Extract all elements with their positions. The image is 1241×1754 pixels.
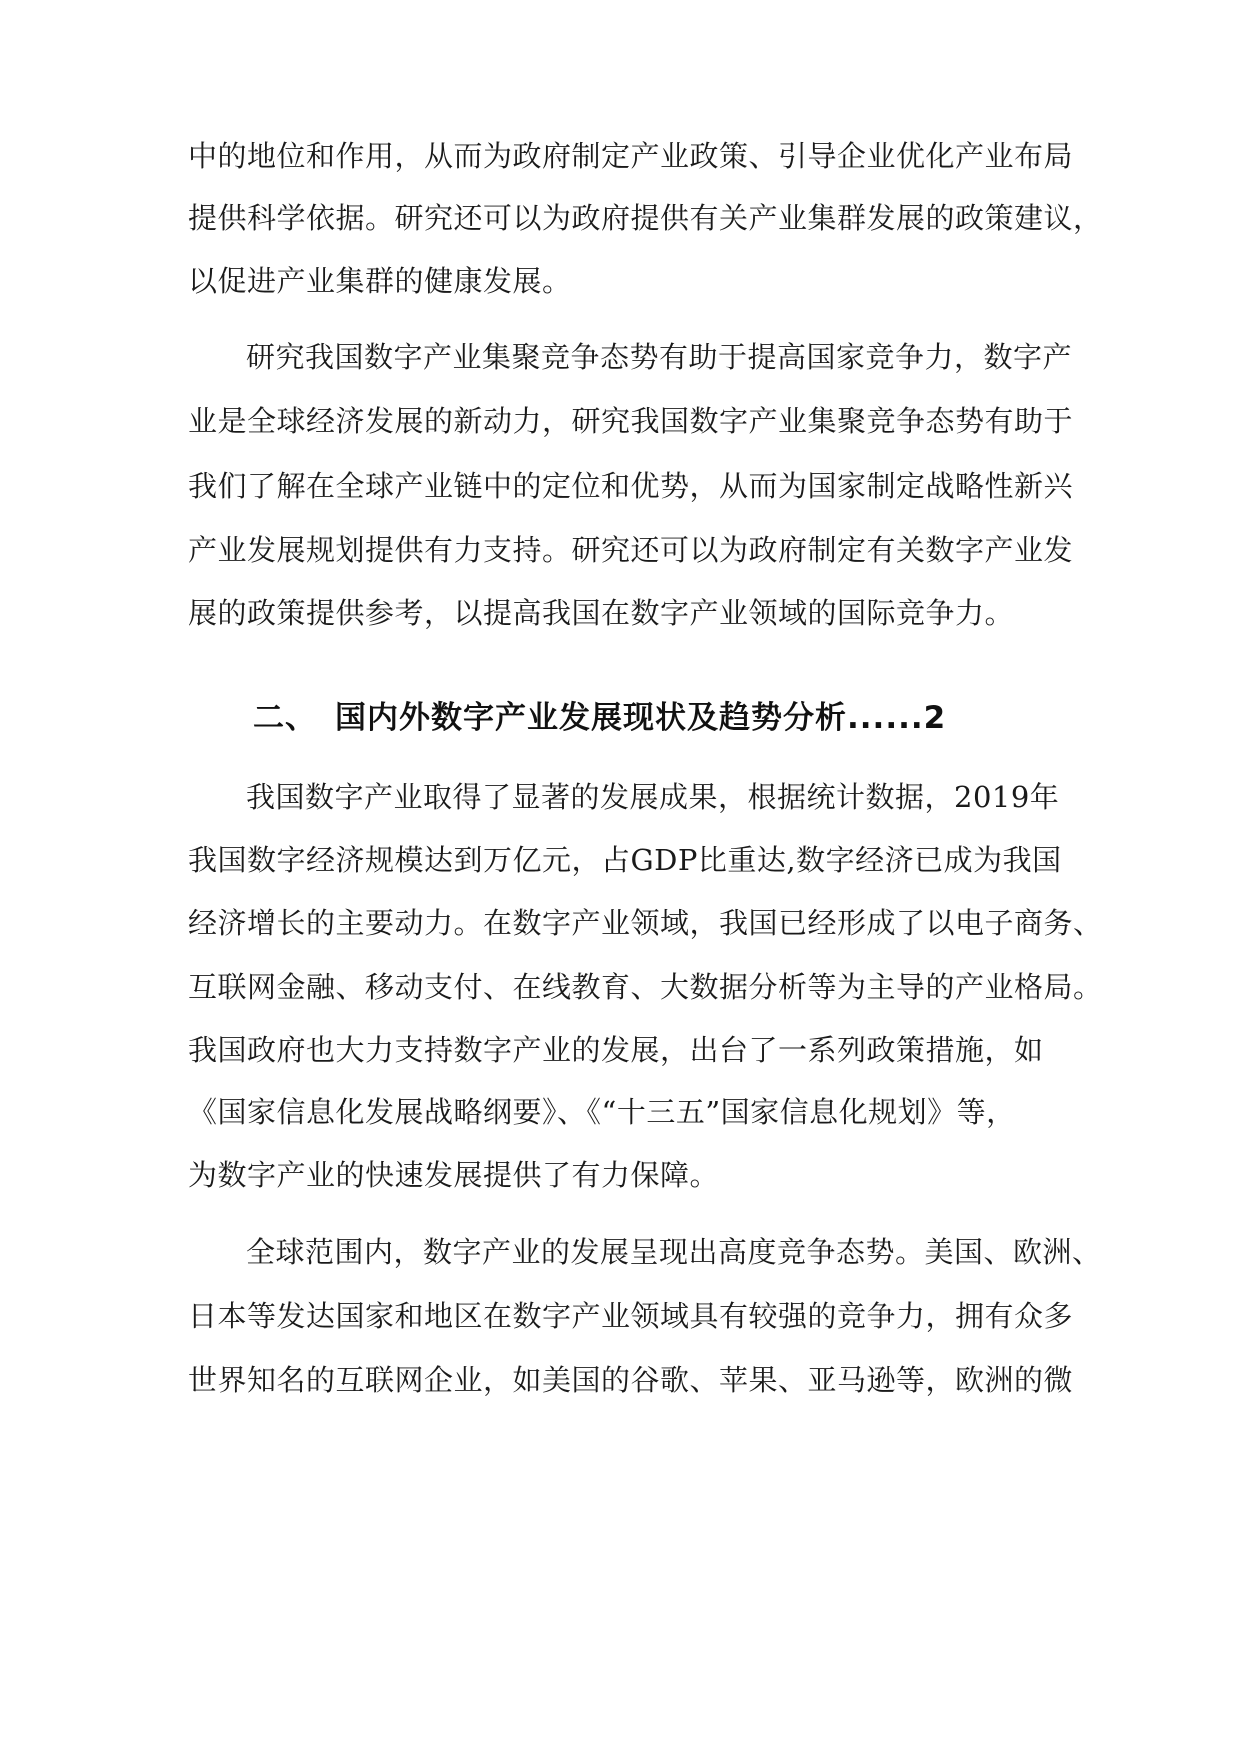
body-text-line: 我们了解在全球产业链中的定位和优势，从而为国家制定战略性新兴 bbox=[188, 469, 1074, 503]
body-text-line: 为数字产业的快速发展提供了有力保障。 bbox=[188, 1158, 720, 1192]
section-heading bbox=[253, 696, 1053, 740]
body-text-line: 互联网金融、移动支付、在线教育、大数据分析等为主导的产业格局。 bbox=[188, 970, 1103, 1004]
body-text-line: 我国数字产业取得了显著的发展成果，根据统计数据，2019年 bbox=[246, 780, 1060, 814]
body-text-line: 产业发展规划提供有力支持。研究还可以为政府制定有关数字产业发 bbox=[188, 533, 1074, 567]
section-number: 二、 bbox=[253, 700, 317, 736]
body-text-line: 全球范围内，数字产业的发展呈现出高度竞争态势。美国、欧洲、 bbox=[246, 1235, 1102, 1269]
body-text-line: 提供科学依据。研究还可以为政府提供有关产业集群发展的政策建议， bbox=[188, 201, 1103, 235]
body-text-line: 我国数字经济规模达到万亿元，占GDP比重达,数字经济已成为我国 bbox=[188, 843, 1062, 877]
body-text-line: 《国家信息化发展战略纲要》、《“十三五”国家信息化规划》等， bbox=[188, 1095, 1016, 1129]
body-text-line: 以促进产业集群的健康发展。 bbox=[188, 264, 572, 298]
section-title: 国内外数字产业发展现状及趋势分析......2 bbox=[335, 700, 947, 736]
body-text-line: 业是全球经济发展的新动力，研究我国数字产业集聚竞争态势有助于 bbox=[188, 404, 1074, 438]
body-text-line: 中的地位和作用，从而为政府制定产业政策、引导企业优化产业布局 bbox=[188, 139, 1074, 173]
body-text-line: 我国政府也大力支持数字产业的发展，出台了一系列政策措施，如 bbox=[188, 1033, 1044, 1067]
body-text-line: 世界知名的互联网企业，如美国的谷歌、苹果、亚马逊等，欧洲的微 bbox=[188, 1363, 1074, 1397]
body-text-line: 展的政策提供参考，以提高我国在数字产业领域的国际竞争力。 bbox=[188, 596, 1015, 630]
body-text-line: 经济增长的主要动力。在数字产业领域，我国已经形成了以电子商务、 bbox=[188, 906, 1103, 940]
body-text-line: 研究我国数字产业集聚竞争态势有助于提高国家竞争力，数字产 bbox=[246, 340, 1073, 374]
body-text-line: 日本等发达国家和地区在数字产业领域具有较强的竞争力，拥有众多 bbox=[188, 1299, 1074, 1333]
